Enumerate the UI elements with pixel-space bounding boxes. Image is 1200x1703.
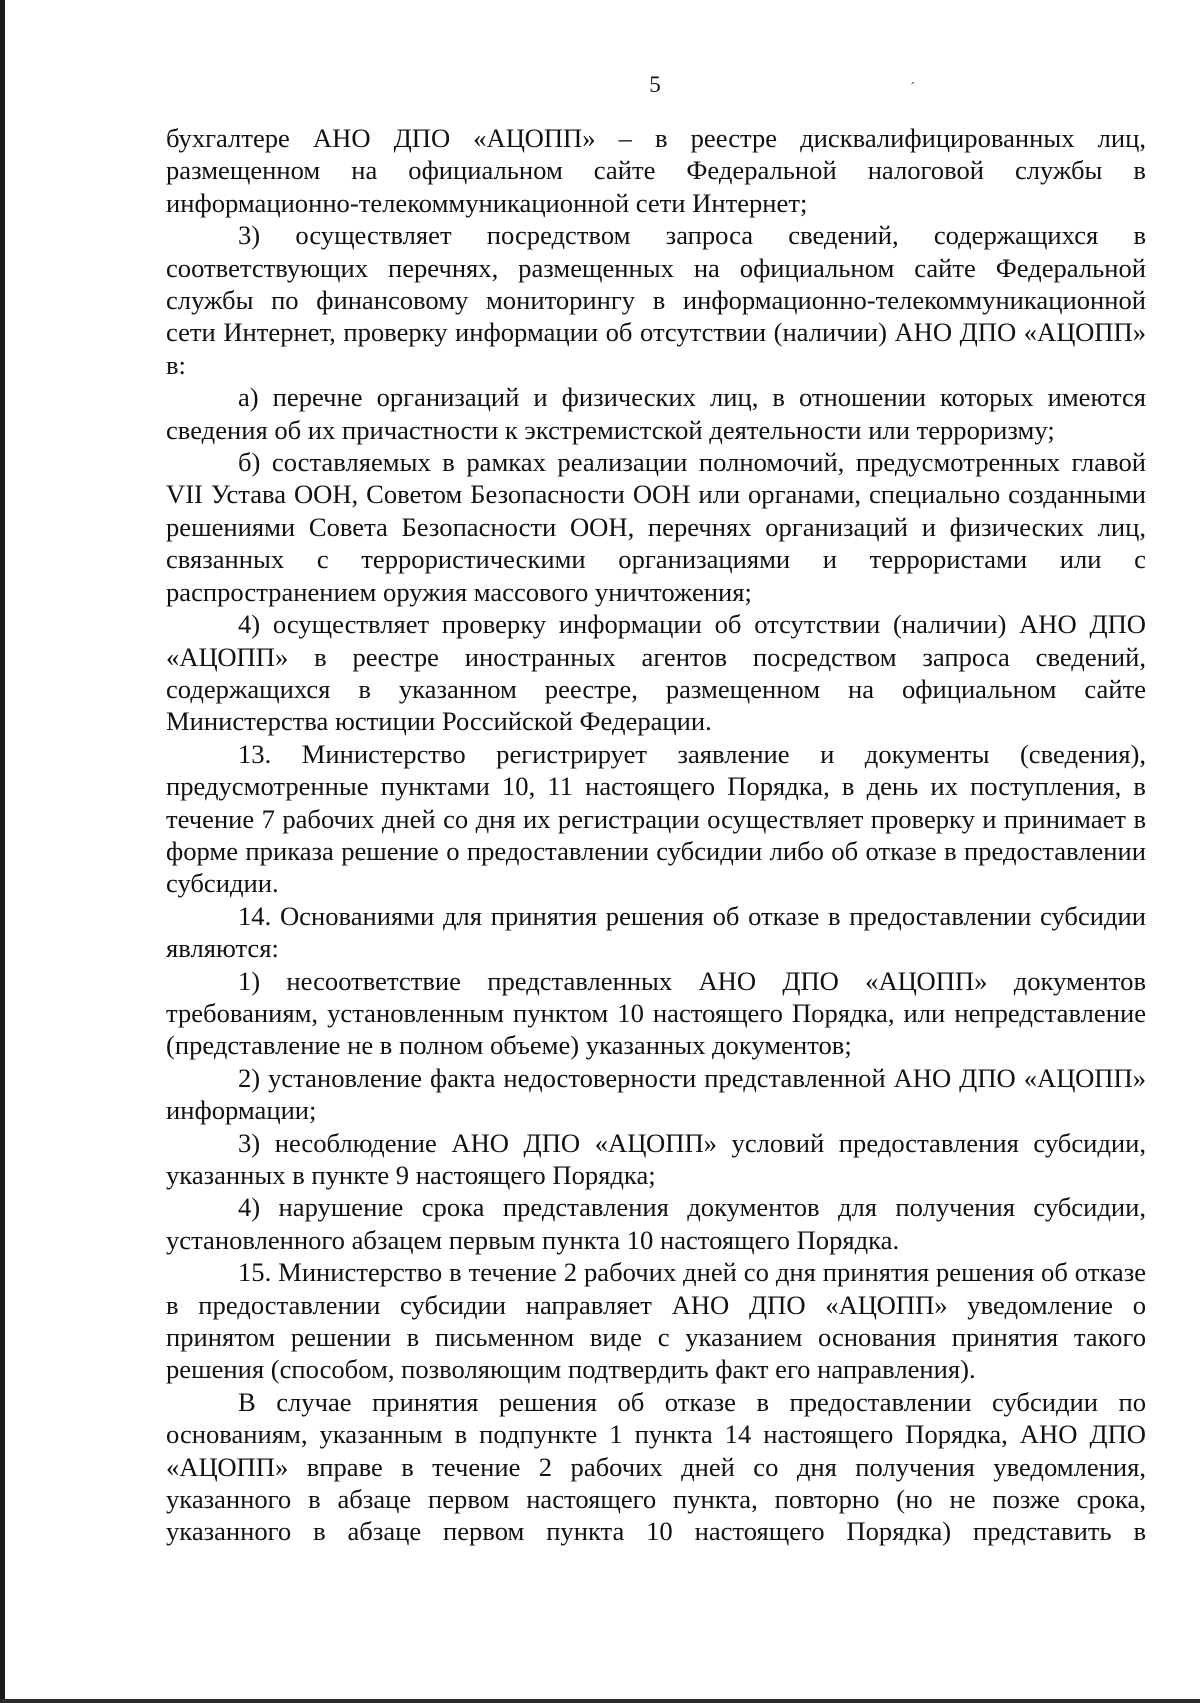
scan-border-bottom — [0, 1699, 1200, 1703]
paragraph: 3) осуществляет посредством запроса сведений, содержащихся в соответствующих перечнях, размещенных на официальном сайте Федеральной службы по финансовому мониторингу в информационно-телекоммуникационной сети Интернет, проверку информации об отсутствии (наличии) АНО ДПО «АЦОПП» в: — [166, 220, 1146, 380]
paragraph: 13. Министерство регистрирует заявление и документы (сведения), предусмотренные пунктами 10, 11 настоящего Порядка, в день их поступления, в течение 7 рабочих дней со дня их регистрации осуществляет проверку и принимает в форме приказа решение о предоставлении субсидии либо об отказе в предоставлении субсидии. — [166, 738, 1146, 899]
paragraph: 4) нарушение срока представления документов для получения субсидии, установленного абзацем первым пункта 10 настоящего Порядка. — [166, 1192, 1146, 1255]
paragraph: 4) осуществляет проверку информации об отсутствии (наличии) АНО ДПО «АЦОПП» в реестре иностранных агентов посредством запроса сведений, содержащихся в указанном реестре, размещенном на официальном сайте Министерства юстиции Российской Федерации. — [166, 609, 1146, 737]
paragraph: а) перечне организаций и физических лиц, в отношении которых имеются сведения об их причастности к экстремистской деятельности или терроризму; — [166, 382, 1146, 445]
page-number: 5 — [649, 72, 661, 97]
paragraph: 1) несоответствие представленных АНО ДПО «АЦОПП» документов требованиям, установленным пунктом 10 настоящего Порядка, или непредставление (представление не в полном объеме) указанных документов; — [166, 965, 1146, 1061]
paragraph: 3) несоблюдение АНО ДПО «АЦОПП» условий предоставления субсидии, указанных в пункте 9 настоящего Порядка; — [166, 1127, 1146, 1190]
paragraph: 15. Министерство в течение 2 рабочих дней со дня принятия решения об отказе в предоставлении субсидии направляет АНО ДПО «АЦОПП» уведомление о принятом решении в письменном виде с указанием основания принятия такого решения (способом, позволяющим подтвердить факт его направления). — [166, 1257, 1146, 1385]
document-body — [166, 122, 1146, 1548]
paragraph: 14. Основаниями для принятия решения об отказе в предоставлении субсидии являются: — [166, 900, 1146, 964]
paragraph: 2) установление факта недостоверности представленной АНО ДПО «АЦОПП» информации; — [166, 1062, 1146, 1126]
scan-speck: ´ — [910, 80, 916, 97]
paragraph: В случае принятия решения об отказе в предоставлении субсидии по основаниям, указанным в подпункте 1 пункта 14 настоящего Порядка, АНО ДПО «АЦОПП» вправе в течение 2 рабочих дней со дня получения уведомления, указанного в абзаце первом настоящего пункта, повторно (но не позже срока, указанного в абзаце первом пункта 10 настоящего Порядка) представить в — [166, 1386, 1146, 1547]
paragraph: б) составляемых в рамках реализации полномочий, предусмотренных главой VII Устава ООН, Советом Безопасности ООН или органами, специально созданными решениями Совета Безопасности ООН, перечнях организаций и физических лиц, связанных с террористическими организациями и террористами или с распространением оружия массового уничтожения; — [166, 447, 1146, 607]
paragraph: бухгалтере АНО ДПО «АЦОПП» – в реестре дисквалифицированных лиц, размещенном на официальном сайте Федеральной налоговой службы в информационно-телекоммуникационной сети Интернет; — [166, 123, 1146, 218]
scan-border-left — [0, 0, 5, 1703]
